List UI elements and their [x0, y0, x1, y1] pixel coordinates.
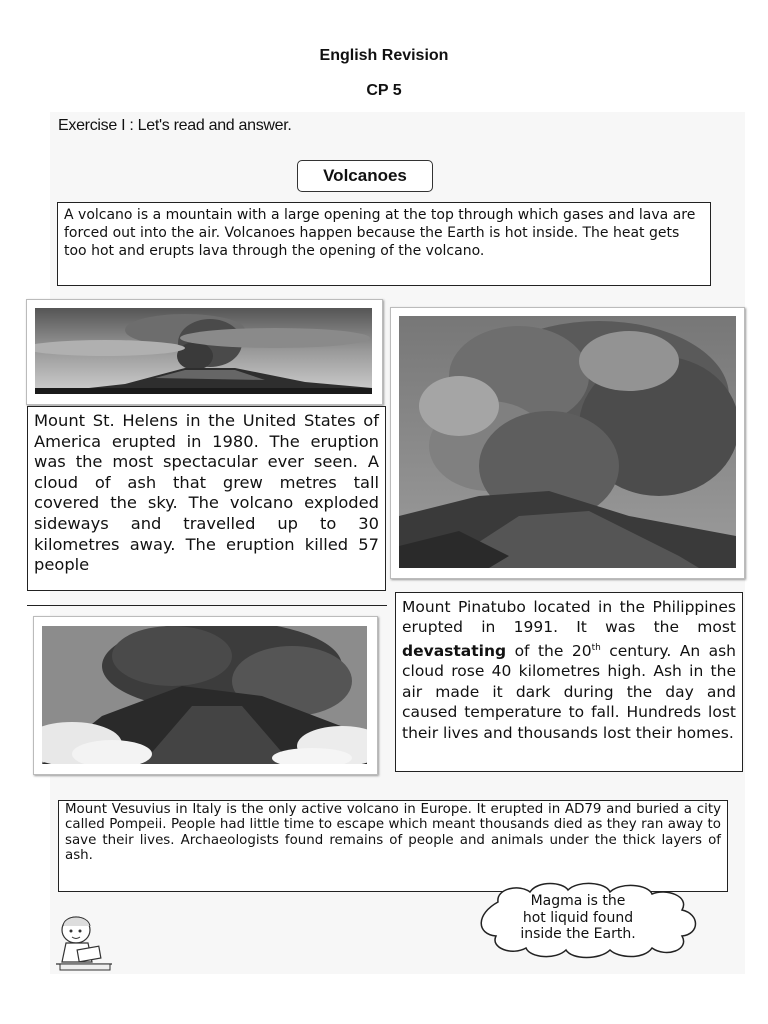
page-title: English Revision — [319, 47, 449, 64]
intro-paragraph: A volcano is a mountain with a large opening at the top through which gases and lava are forced out into the air. Volcanoes happen because the Earth is hot inside. The heat gets too hot and erupts lava through the opening of the volcano. — [57, 202, 711, 286]
page-subtitle: CP 5 — [366, 82, 402, 99]
pinatubo-text-part2: of the 20 — [506, 641, 592, 660]
exercise-instruction: Exercise I : Let's read and answer. — [58, 117, 292, 134]
callout-line-1: Magma is the — [530, 893, 626, 909]
vesuvius-paragraph: Mount Vesuvius in Italy is the only active volcano in Europe. It erupted in AD79 and buried a city called Pompeii. People had little time to escape which meant thousands died as they ran away to save their lives. Archaeologists found remains of people and animals under the thick layers of ash. — [58, 800, 728, 892]
pinatubo-text-part3: century. An ash cloud rose 40 kilometres high. Ash in the air made it dark during the day and caused temperature to fall. Hundreds lost their lives and thousands lost their homes. — [402, 641, 736, 742]
st-helens-paragraph: Mount St. Helens in the United States of America erupted in 1980. The eruption was the most spectacular ever seen. A cloud of ash that grew metres tall covered the sky. The volcano exploded sideways and travelled up to 30 kilometres away. The eruption killed 57 people — [27, 406, 386, 591]
child-reading-cartoon — [52, 912, 120, 972]
pinatubo-text-part1: Mount Pinatubo located in the Philippines erupted in 1991. It was the most — [402, 598, 736, 637]
volcano-ash-plume-photo — [35, 308, 372, 394]
volcano-smoke-clouds-photo — [42, 626, 367, 764]
pinatubo-superscript: th — [591, 642, 601, 653]
magma-callout-text — [498, 893, 658, 943]
topic-title-box — [297, 160, 433, 192]
pinatubo-bold-word: devastating — [402, 641, 507, 660]
callout-line-2: hot liquid found — [522, 909, 634, 926]
divider-line — [27, 605, 387, 606]
callout-line-3: inside the Earth. — [520, 926, 636, 942]
eruption-ash-cloud-photo — [399, 316, 736, 568]
pinatubo-paragraph — [395, 592, 743, 772]
topic-title: Volcanoes — [323, 166, 407, 185]
